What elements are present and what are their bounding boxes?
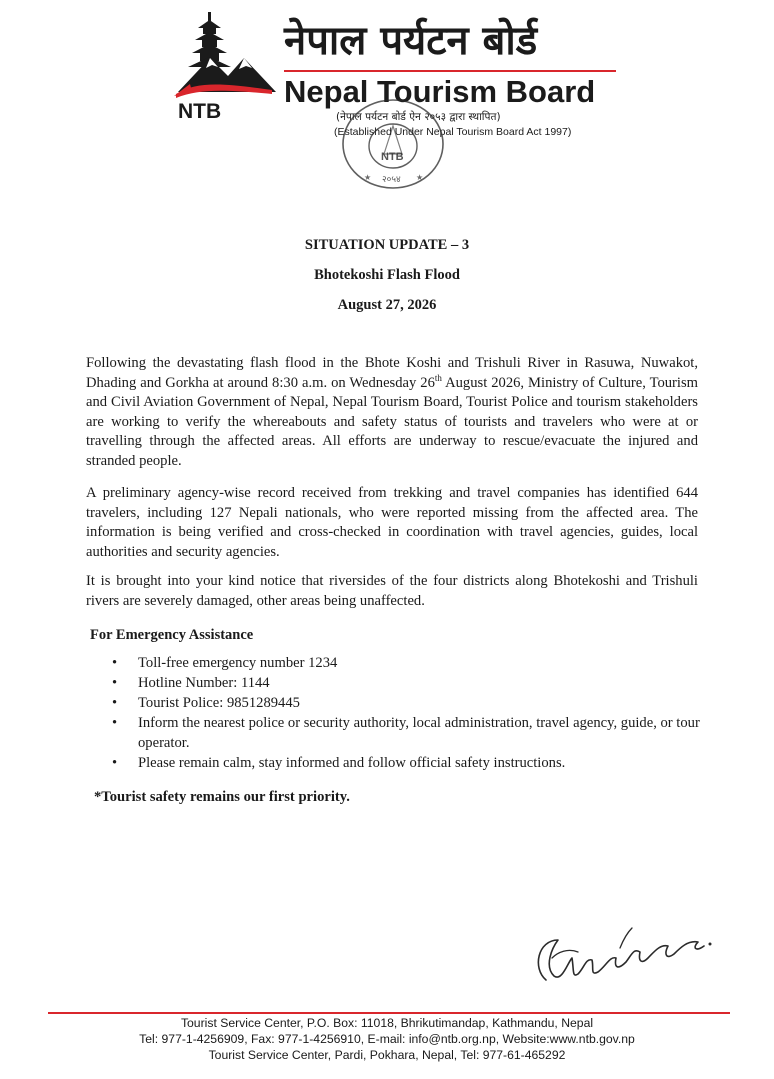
logo-text: NTB (178, 100, 222, 122)
footer-address-kathmandu: Tourist Service Center, P.O. Box: 11018, Bhrikutimandap, Kathmandu, Nepal (180, 1016, 594, 1030)
seal-year: २०५४ (382, 175, 401, 185)
emergency-item-text: Hotline Number: 1144 (138, 675, 270, 691)
paragraph-situation-part1: Following the devastating flash flood in the Bhote Koshi and Trishuli River in Rasuwa, Nuwakot, Dhading and Gorkha at around 8:30 a.m. on Wednesday 26 (86, 355, 698, 391)
bullet-icon: • (112, 754, 118, 771)
document-subtitle: Bhotekoshi Flash Flood (314, 267, 460, 283)
emergency-item-text: Toll-free emergency number 1234 (138, 655, 338, 671)
org-name-nepali: नेपाल पर्यटन बोर्ड (284, 18, 538, 64)
list-item (110, 654, 710, 674)
closing-note: *Tourist safety remains our first priority. (94, 789, 350, 805)
paragraph-missing-travelers: A preliminary agency-wise record received from trekking and travel companies has identified 644 travelers, including 127 Nepali nationals, who were reported missing from the affected area. The information is being verified and cross-checked in coordination with travel agencies, guides, local authorities and security agencies. (86, 485, 698, 560)
bullet-icon: • (112, 655, 118, 671)
emergency-item-text: Please remain calm, stay informed and follow official safety instructions. (138, 754, 566, 771)
signature-image (528, 918, 718, 998)
paragraph-affected-areas: It is brought into your kind notice that riversides of the four districts along Bhotekoshi and Trishuli rivers are severely damaged, other areas being unaffected. (86, 573, 698, 609)
footer-address-pokhara: Tourist Service Center, Pardi, Pokhara, Nepal, Tel: 977-61-465292 (208, 1048, 566, 1062)
paragraph-situation (86, 354, 698, 471)
list-item (110, 754, 710, 774)
footer-contact (0, 1015, 774, 1063)
bullet-icon: • (112, 675, 118, 691)
established-note-nepali: (नेपाल पर्यटन बोर्ड ऐन २०५३ द्वारा स्थापित) (336, 111, 501, 123)
paragraph-situation-sup: th (434, 372, 442, 383)
paragraph-situation-part2: August 2026, Ministry of Culture, Tourism and Civil Aviation Government of Nepal, Nepal Tourism Board, Tourist Police and tourism stakeholders are working to verify the whereabouts and safety status of tourists and travelers who were at or travelling through the affected areas. All efforts are underway to rescue/evacuate the injured and stranded people. (86, 374, 699, 469)
svg-text:★: ★ (364, 173, 372, 182)
svg-text:★: ★ (416, 173, 424, 182)
official-seal-stamp (338, 94, 448, 194)
footer-contact-details: Tel: 977-1-4256909, Fax: 977-1-4256910, E-mail: info@ntb.org.np, Website:www.ntb.gov.np (139, 1032, 635, 1046)
emergency-item-text: Inform the nearest police or security authority, local administration, travel agency, guide, or tour operator. (138, 715, 700, 751)
list-item (110, 714, 710, 753)
established-note-english: (Established Under Nepal Tourism Board Act 1997) (334, 126, 572, 138)
emergency-item-text: Tourist Police: 9851289445 (138, 695, 300, 711)
bullet-icon: • (112, 715, 118, 731)
bullet-icon: • (112, 695, 118, 711)
org-name-english: Nepal Tourism Board (284, 74, 596, 109)
footer-rule (48, 1012, 730, 1014)
ntb-logo (168, 10, 280, 122)
document-date: August 27, 2026 (337, 297, 437, 313)
header-rule (284, 70, 616, 72)
list-item (110, 674, 710, 694)
emergency-heading: For Emergency Assistance (90, 627, 254, 643)
emergency-list (110, 654, 710, 774)
list-item (110, 694, 710, 714)
document-title: SITUATION UPDATE – 3 (304, 237, 470, 253)
seal-text: NTB (381, 151, 404, 163)
